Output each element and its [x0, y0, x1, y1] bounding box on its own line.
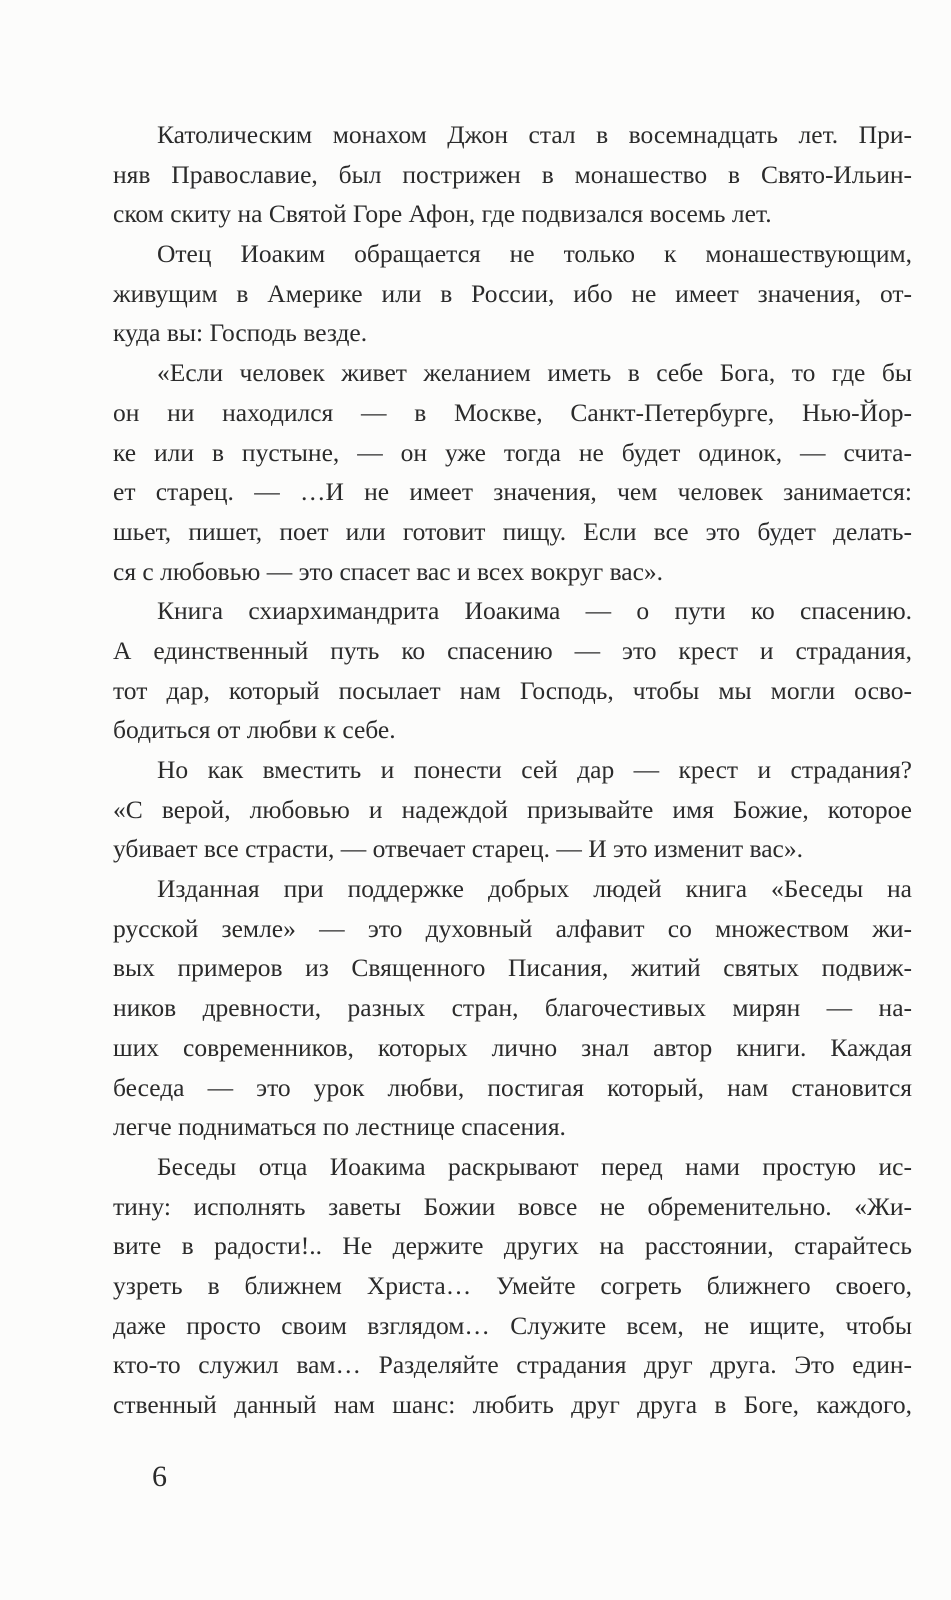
text-line: даже просто своим взглядом… Служите всем, не ищите, чтобы [113, 1310, 912, 1340]
text-line: ственный данный нам шанс: любить друг друга в Боге, каждого, [113, 1390, 912, 1419]
text-line: Изданная при поддержке добрых людей книга «Беседы на [157, 874, 912, 904]
text-line: он ни находился — в Москве, Санкт-Петербурге, Нью-Йор- [113, 397, 912, 427]
text-line: ся с любовью — это спасет вас и всех вокруг вас». [113, 556, 664, 586]
text-line: няв Православие, был пострижен в монашество в Свято-Ильин- [113, 159, 912, 189]
page-number: 6 [152, 1460, 167, 1493]
text-line: Католическим монахом Джон стал в восемнадцать лет. При- [157, 120, 912, 149]
paragraph [113, 750, 912, 869]
text-line: вите в радости!.. Не держите других на расстоянии, старайтесь [113, 1231, 912, 1261]
page-body [113, 115, 912, 1425]
text-line: Но как вместить и понести сей дар — крест и страдания? [157, 755, 912, 784]
text-line: узреть в ближнем Христа… Умейте согреть ближнего своего, [113, 1270, 912, 1300]
text-line: тот дар, который посылает нам Господь, чтобы мы могли осво- [113, 675, 912, 705]
text-line: «С верой, любовью и надеждой призывайте имя Божие, которое [113, 794, 912, 824]
text-line: убивает все страсти, — отвечает старец. — И это изменит вас». [113, 834, 803, 864]
text-line: шьет, пишет, поет или готовит пищу. Если все это будет делать- [113, 516, 912, 546]
paragraph [113, 1147, 912, 1425]
paragraph [113, 234, 912, 353]
text-line: ке или в пустыне, — он уже тогда не будет одинок, — счита- [113, 437, 912, 467]
text-line: А единственный путь ко спасению — это крест и страдания, [113, 635, 912, 665]
text-line: беседа — это урок любви, постигая который, нам становится [113, 1072, 912, 1102]
text-line: тину: исполнять заветы Божии вовсе не обременительно. «Жи- [113, 1191, 912, 1221]
text-line: Книга схиархимандрита Иоакима — о пути ко спасению. [157, 596, 912, 626]
text-line: ников древности, разных стран, благочестивых мирян — на- [113, 993, 912, 1023]
text-line: кто-то служил вам… Разделяйте страдания друг друга. Это един- [113, 1350, 912, 1380]
text-line: ет старец. — …И не имеет значения, чем человек занимается: [113, 477, 912, 507]
paragraph [113, 591, 912, 750]
text-line: Отец Иоаким обращается не только к монашествующим, [157, 239, 912, 269]
text-line: «Если человек живет желанием иметь в себе Бога, то где бы [157, 358, 912, 388]
paragraph [113, 115, 912, 234]
text-line: куда вы: Господь везде. [113, 318, 368, 348]
text-line: вых примеров из Священного Писания, житий святых подвиж- [113, 953, 912, 983]
text-line: Беседы отца Иоакима раскрывают перед нами простую ис- [157, 1151, 912, 1181]
text-line: ском скиту на Святой Горе Афон, где подвизался восемь лет. [113, 199, 772, 229]
paragraph [113, 353, 912, 591]
text-line: ших современников, которых лично знал автор книги. Каждая [113, 1032, 912, 1062]
text-line: русской земле» — это духовный алфавит со множеством жи- [113, 913, 912, 943]
text-line: бодиться от любви к себе. [113, 715, 396, 745]
text-line: живущим в Америке или в России, ибо не имеет значения, от- [113, 278, 912, 308]
text-line: легче подниматься по лестнице спасения. [113, 1112, 566, 1142]
paragraph [113, 869, 912, 1147]
